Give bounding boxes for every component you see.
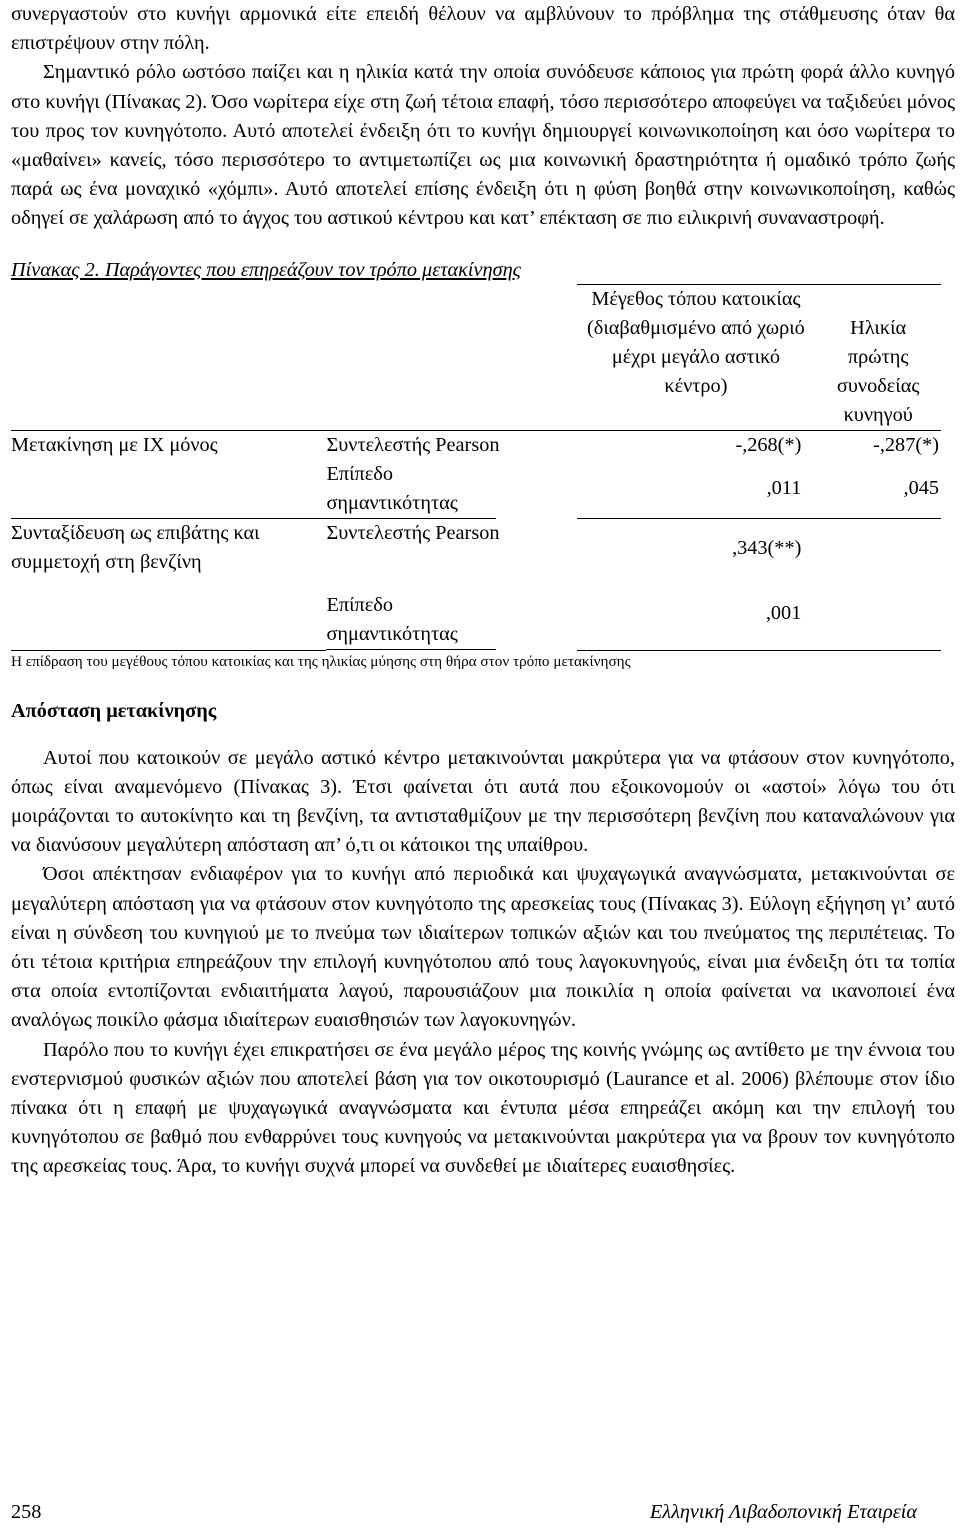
footer-organization: Ελληνική Λιβαδοπονική Εταιρεία	[649, 1501, 917, 1523]
row-value-residence: ,011	[577, 460, 816, 519]
row-value-age	[815, 519, 941, 578]
table-row	[11, 519, 941, 578]
paragraph-distance-urban: Αυτοί που κατοικούν σε μεγάλο αστικό κέντρο μετακινούνται μακρύτερα για να φτάσουν στον κυνηγότοπο, όπως είναι αναμενόμενο (Πίνακας 3). Έτσι φαίνεται ότι αυτά που εξοικονομούν οι «αστοί» λόγω του ότι μοιράζονται το αυτοκίνητο και τη βενζίνη, τα αντισταθμίζουν με την περισσότερη βενζίνη που καταναλώνουν για να διανύσουν μεγαλύτερη απόσταση απ’ ό,τι οι κάτοικοι της υπαίθρου.	[11, 746, 955, 857]
section-heading: Απόσταση μετακίνησης	[11, 699, 217, 722]
header-empty-1	[11, 284, 326, 430]
row-value-residence: ,001	[577, 577, 816, 650]
header-first-escort-age: Ηλικία πρώτης συνοδείας κυνηγού	[815, 284, 941, 430]
row-stat-label: Συντελεστής Pearson	[326, 433, 500, 456]
table-row	[11, 460, 941, 519]
row-value-age: ,045	[815, 460, 941, 519]
row-group-label: Συνταξίδευση ως επιβάτης και συμμετοχή στη βενζίνη	[11, 522, 260, 574]
row-stat-label: Επίπεδο σημαντικότητας	[326, 577, 496, 650]
row-group-label	[11, 577, 326, 650]
row-stat-label: Επίπεδο σημαντικότητας	[326, 460, 496, 519]
table-header-row	[11, 284, 941, 430]
row-value-age: -,287(*)	[873, 433, 939, 456]
row-group-label	[11, 460, 326, 519]
table-title: Πίνακας 2. Παράγοντες που επηρεάζουν τον τρόπο μετακίνησης	[11, 258, 521, 281]
row-stat-label: Συντελεστής Pearson	[326, 521, 500, 544]
header-empty-2	[326, 284, 576, 430]
paragraph-continued: συνεργαστούν στο κυνήγι αρμονικά είτε επειδή θέλουν να αμβλύνουν το πρόβλημα της στάθμευσης όταν θα επιστρέψουν στην πόλη.	[11, 3, 955, 55]
row-value-age	[815, 577, 941, 650]
row-group-label: Μετακίνηση με ΙΧ μόνος	[11, 433, 218, 456]
header-residence-size: Μέγεθος τόπου κατοικίας (διαβαθμισμένο από χωριό μέχρι μεγάλο αστικό κέντρο)	[577, 284, 816, 430]
document-page	[11, 0, 955, 1182]
row-value-residence: -,268(*)	[735, 433, 802, 456]
page-number: 258	[11, 1501, 42, 1523]
results-table	[11, 284, 941, 651]
row-value-residence: ,343(**)	[732, 536, 802, 559]
table-row	[11, 577, 941, 650]
table-row	[11, 430, 941, 460]
paragraph-ecotourism: Παρόλο που το κυνήγι έχει επικρατήσει σε ένα μεγάλο μέρος της κοινής γνώμης ως αντίθετο με την έννοια του ενστερνισμού φυσικών αξιών που αποτελεί βάση για τον οικοτουρισμό (Laurance et al. 2006) βλέπουμε στον ίδιο πίνακα ότι η επαφή με ψυχαγωγικά αναγνώσματα και έντυπα μέσα επηρεάζει ακόμη και την επιλογή του κυνηγότοπου σε βαθμό που ενθαρρύνει τους κυνηγούς να μετακινούνται μακρύτερα για να βρουν τον κυνηγότοπο της αρεσκείας τους. Άρα, το κυνήγι συχνά μπορεί να συνδεθεί με ιδιαίτερες ευαισθησίες.	[11, 1038, 955, 1178]
paragraph-distance-magazines: Όσοι απέκτησαν ενδιαφέρον για το κυνήγι από περιοδικά και ψυχαγωγικά αναγνώσματα, μετακινούνται σε μεγαλύτερη απόσταση για να φτάσουν στον κυνηγότοπο της αρεσκείας τους (Πίνακας 3). Εύλογη εξήγηση γι’ αυτό είναι η σύνδεση του κυνηγιού με το πνεύμα των ιδιαίτερων τοπικών αξιών και του πνεύματος της περιπέτειας. Το ότι τέτοια κριτήρια επηρεάζουν την επιλογή κυνηγότοπου από τους λαγοκυνηγούς, είναι μια ένδειξη ότι τα τοπία στα οποία εντοπίζονται ενδιαιτήματα λαγού, παρουσιάζουν μια ποικιλία η οποία φαίνεται να ικανοποιεί ένα αναλόγως ποικίλο φάσμα ιδιαίτερων ευαισθησιών των λαγοκυνηγών.	[11, 863, 955, 1032]
table-note: Η επίδραση του μεγέθους τόπου κατοικίας και της ηλικίας μύησης στη θήρα στον τρόπο μετακίνησης	[11, 652, 631, 670]
paragraph-age-influence: Σημαντικό ρόλο ωστόσο παίζει και η ηλικία κατά την οποία συνόδευσε κάποιος για πρώτη φορά άλλο κυνηγό στο κυνήγι (Πίνακας 2). Όσο νωρίτερα είχε στη ζωή τέτοια επαφή, τόσο περισσότερο αποφεύγει να ταξιδεύει μόνος του προς τον κυνηγότοπο. Αυτό αποτελεί ένδειξη ότι το κυνήγι δημιουργεί κοινωνικοποίηση και όσο νωρίτερα το «μαθαίνει» κανείς, τόσο περισσότερο το αντιμετωπίζει ως μια κοινωνική δραστηριότητα ή ομαδικό τρόπο ζωής παρά ως ένα μοναχικό «χόμπι». Αυτό αποτελεί επίσης ένδειξη ότι η φύση βοηθά στην κοινωνικοποίηση, καθώς οδηγεί σε χαλάρωση από το άγχος του αστικού κέντρου και κατ’ επέκταση σε πιο ειλικρινή συναναστροφή.	[11, 61, 955, 230]
